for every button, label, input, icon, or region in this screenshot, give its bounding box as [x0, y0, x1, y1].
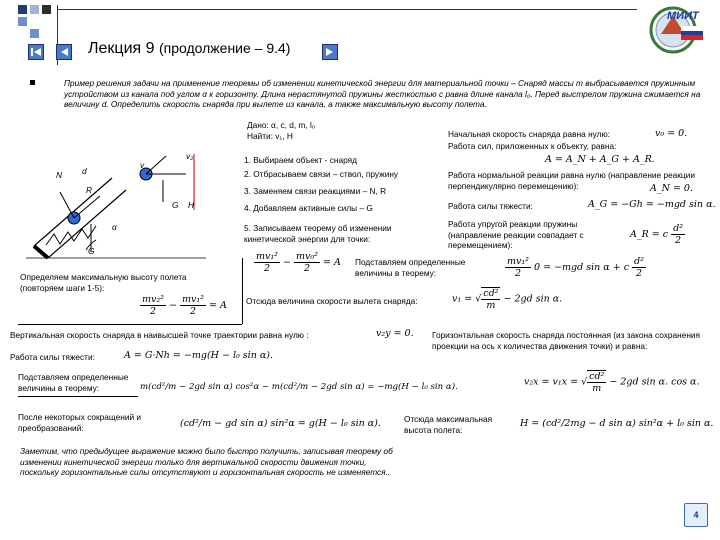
step-3: 3. Заменяем связи реакциями – N, R	[244, 186, 387, 196]
v0-equation: v₀ = 0.	[655, 128, 688, 139]
label-H: H	[188, 200, 194, 210]
closing-note: Заметим, что предыдущее выражение можно было быстро получить, записывая теорему об изменении кинетической энергии только для вертикальной скорости движения точки, поскольку горизонтальные силы отсутствуют и горизонтальная скорость не изменяется..	[20, 446, 393, 477]
max-height-theorem: $\frac{\text{mv₂²}}{2}$ − $\frac{\text{mv₁²}}{2}$ = A	[142, 294, 227, 317]
substituted-equation: $\frac{\text{mv₁²}}{2}$ 0 = −mgd sin α + c $\frac{\text{d²}}{2}$	[507, 256, 644, 279]
slide-title	[88, 40, 290, 58]
header-square-5	[30, 29, 39, 38]
label-d: d	[82, 166, 87, 176]
label-G2: G	[172, 200, 179, 210]
header-square-1	[18, 5, 27, 14]
header-rule	[57, 9, 637, 10]
hmax-equation: H = (cd²/2mg − d sin α) sin²α + l₀ sin α.	[520, 418, 714, 429]
bullet-square	[30, 80, 35, 85]
back-button[interactable]	[56, 44, 72, 60]
vertical-velocity-text: Вертикальная скорость снаряда в наивысшей точке траектории равна нулю :	[10, 330, 309, 340]
spring-work-equation: A_R = c $\frac{\text{d²}}{2}$	[630, 223, 684, 246]
box-right-line	[242, 258, 243, 324]
vx-equation: v₂x = v₁x = √ $\frac{\text{cd²}}{m}$ − 2gd sin α. cos α.	[524, 371, 700, 394]
prev-slide-button[interactable]	[28, 44, 44, 60]
v2y-equation: v₂y = 0.	[376, 328, 414, 339]
substitute-text: Подставляем определенные величины в теорему:	[355, 257, 466, 278]
page-number: 4	[684, 503, 708, 527]
logo-text: МИИТ	[667, 10, 699, 22]
header-square-4	[42, 5, 51, 14]
work-sum-equation: A = A_N + A_G + A_R.	[545, 154, 655, 165]
v1-text: Отсюда величина скорости вылета снаряда:	[246, 296, 418, 306]
normal-work-equation: A_N = 0.	[650, 183, 693, 194]
gravity-work-text-2: Работа силы тяжести:	[10, 352, 95, 362]
max-height-text: Определяем максимальную высоту полета (повторяем шаги 1-5):	[20, 272, 187, 293]
gravity-work-equation-2: A = G·Nh = −mg(H − l₀ sin α).	[124, 350, 273, 361]
hmax-text: Отсюда максимальная высота полета:	[404, 414, 493, 435]
v1-equation: v₁ = √ $\frac{\text{cd²}}{m}$ − 2gd sin α.	[452, 288, 563, 311]
theorem-equation: $\frac{\text{mv₁²}}{2}$ − $\frac{\text{mv₀²}}{2}$ = A	[256, 251, 341, 274]
box-top-line	[18, 324, 242, 325]
header-square-3	[18, 17, 27, 26]
arrow-right-icon	[323, 45, 337, 59]
spring-work-text: Работа упругой реакции пружины (направление реакции совпадает с перемещением):	[448, 219, 584, 250]
skip-back-icon	[29, 45, 43, 59]
label-R: R	[86, 185, 92, 195]
simplify-text: После некоторых сокращений и преобразований:	[18, 412, 142, 433]
title-main: Лекция 9	[88, 40, 155, 57]
substitute-text-2: Подставляем определенные величины в теорему:	[18, 372, 129, 393]
title-subtitle: (продолжение – 9.4)	[158, 40, 291, 56]
normal-reaction-text: Работа нормальной реакции равна нулю (направление реакции перпендикулярно перемещению):	[448, 170, 695, 191]
header-square-2	[30, 5, 39, 14]
next-slide-button[interactable]	[322, 44, 338, 60]
logo	[645, 4, 707, 56]
gravity-work-text: Работа силы тяжести:	[448, 201, 533, 211]
simplified-equation: (cd²/m − gd sin α) sin²α = g(H − l₀ sin α).	[180, 418, 381, 429]
step-5: 5. Записываем теорему об изменении кинетической энергии для точки:	[244, 223, 392, 244]
label-N: N	[56, 170, 62, 180]
step-4: 4. Добавляем активные силы – G	[244, 203, 373, 213]
label-G: G	[88, 246, 95, 256]
label-v2: v₂	[186, 151, 194, 161]
given-line: Дано: α, c, d, m, l₀	[247, 120, 316, 130]
label-alpha: α	[112, 222, 117, 232]
find-line: Найти: v₁, H	[247, 131, 293, 141]
step-1: 1. Выбираем объект - снаряд	[244, 155, 357, 165]
gravity-work-equation: A_G = −Gh = −mgd sin α.	[588, 199, 716, 210]
step-2: 2. Отбрасываем связи – ствол, пружину	[244, 169, 399, 179]
lower-box-line	[18, 396, 138, 397]
v0-text: Начальная скорость снаряда равна нулю:	[448, 129, 610, 139]
problem-statement: Пример решения задачи на применение теоремы об изменении кинетической энергии для материальной точки – Снаряд массы m выбрасывается пружинным устройством из канала под углом α к горизонту. Длина нерастянутой пружины жесткостью c равна длине канала l₀. Перед выстрелом пружина сжимается на величину d. Определить скорость снаряда при вылете из канала, а также максимальную высоту полета.	[64, 78, 701, 110]
label-v: v	[140, 160, 145, 170]
arrow-left-icon	[57, 45, 71, 59]
work-text: Работа сил, приложенных к объекту, равна:	[448, 141, 617, 151]
substituted-equation-2: m(cd²/m − 2gd sin α) cos²α − m(cd²/m − 2gd sin α) = −mg(H − l₀ sin α).	[140, 382, 458, 392]
horizontal-velocity-text: Горизонтальная скорость снаряда постоянная (из закона сохранения проекции на ось x количества движения точки) и равна:	[432, 330, 701, 351]
